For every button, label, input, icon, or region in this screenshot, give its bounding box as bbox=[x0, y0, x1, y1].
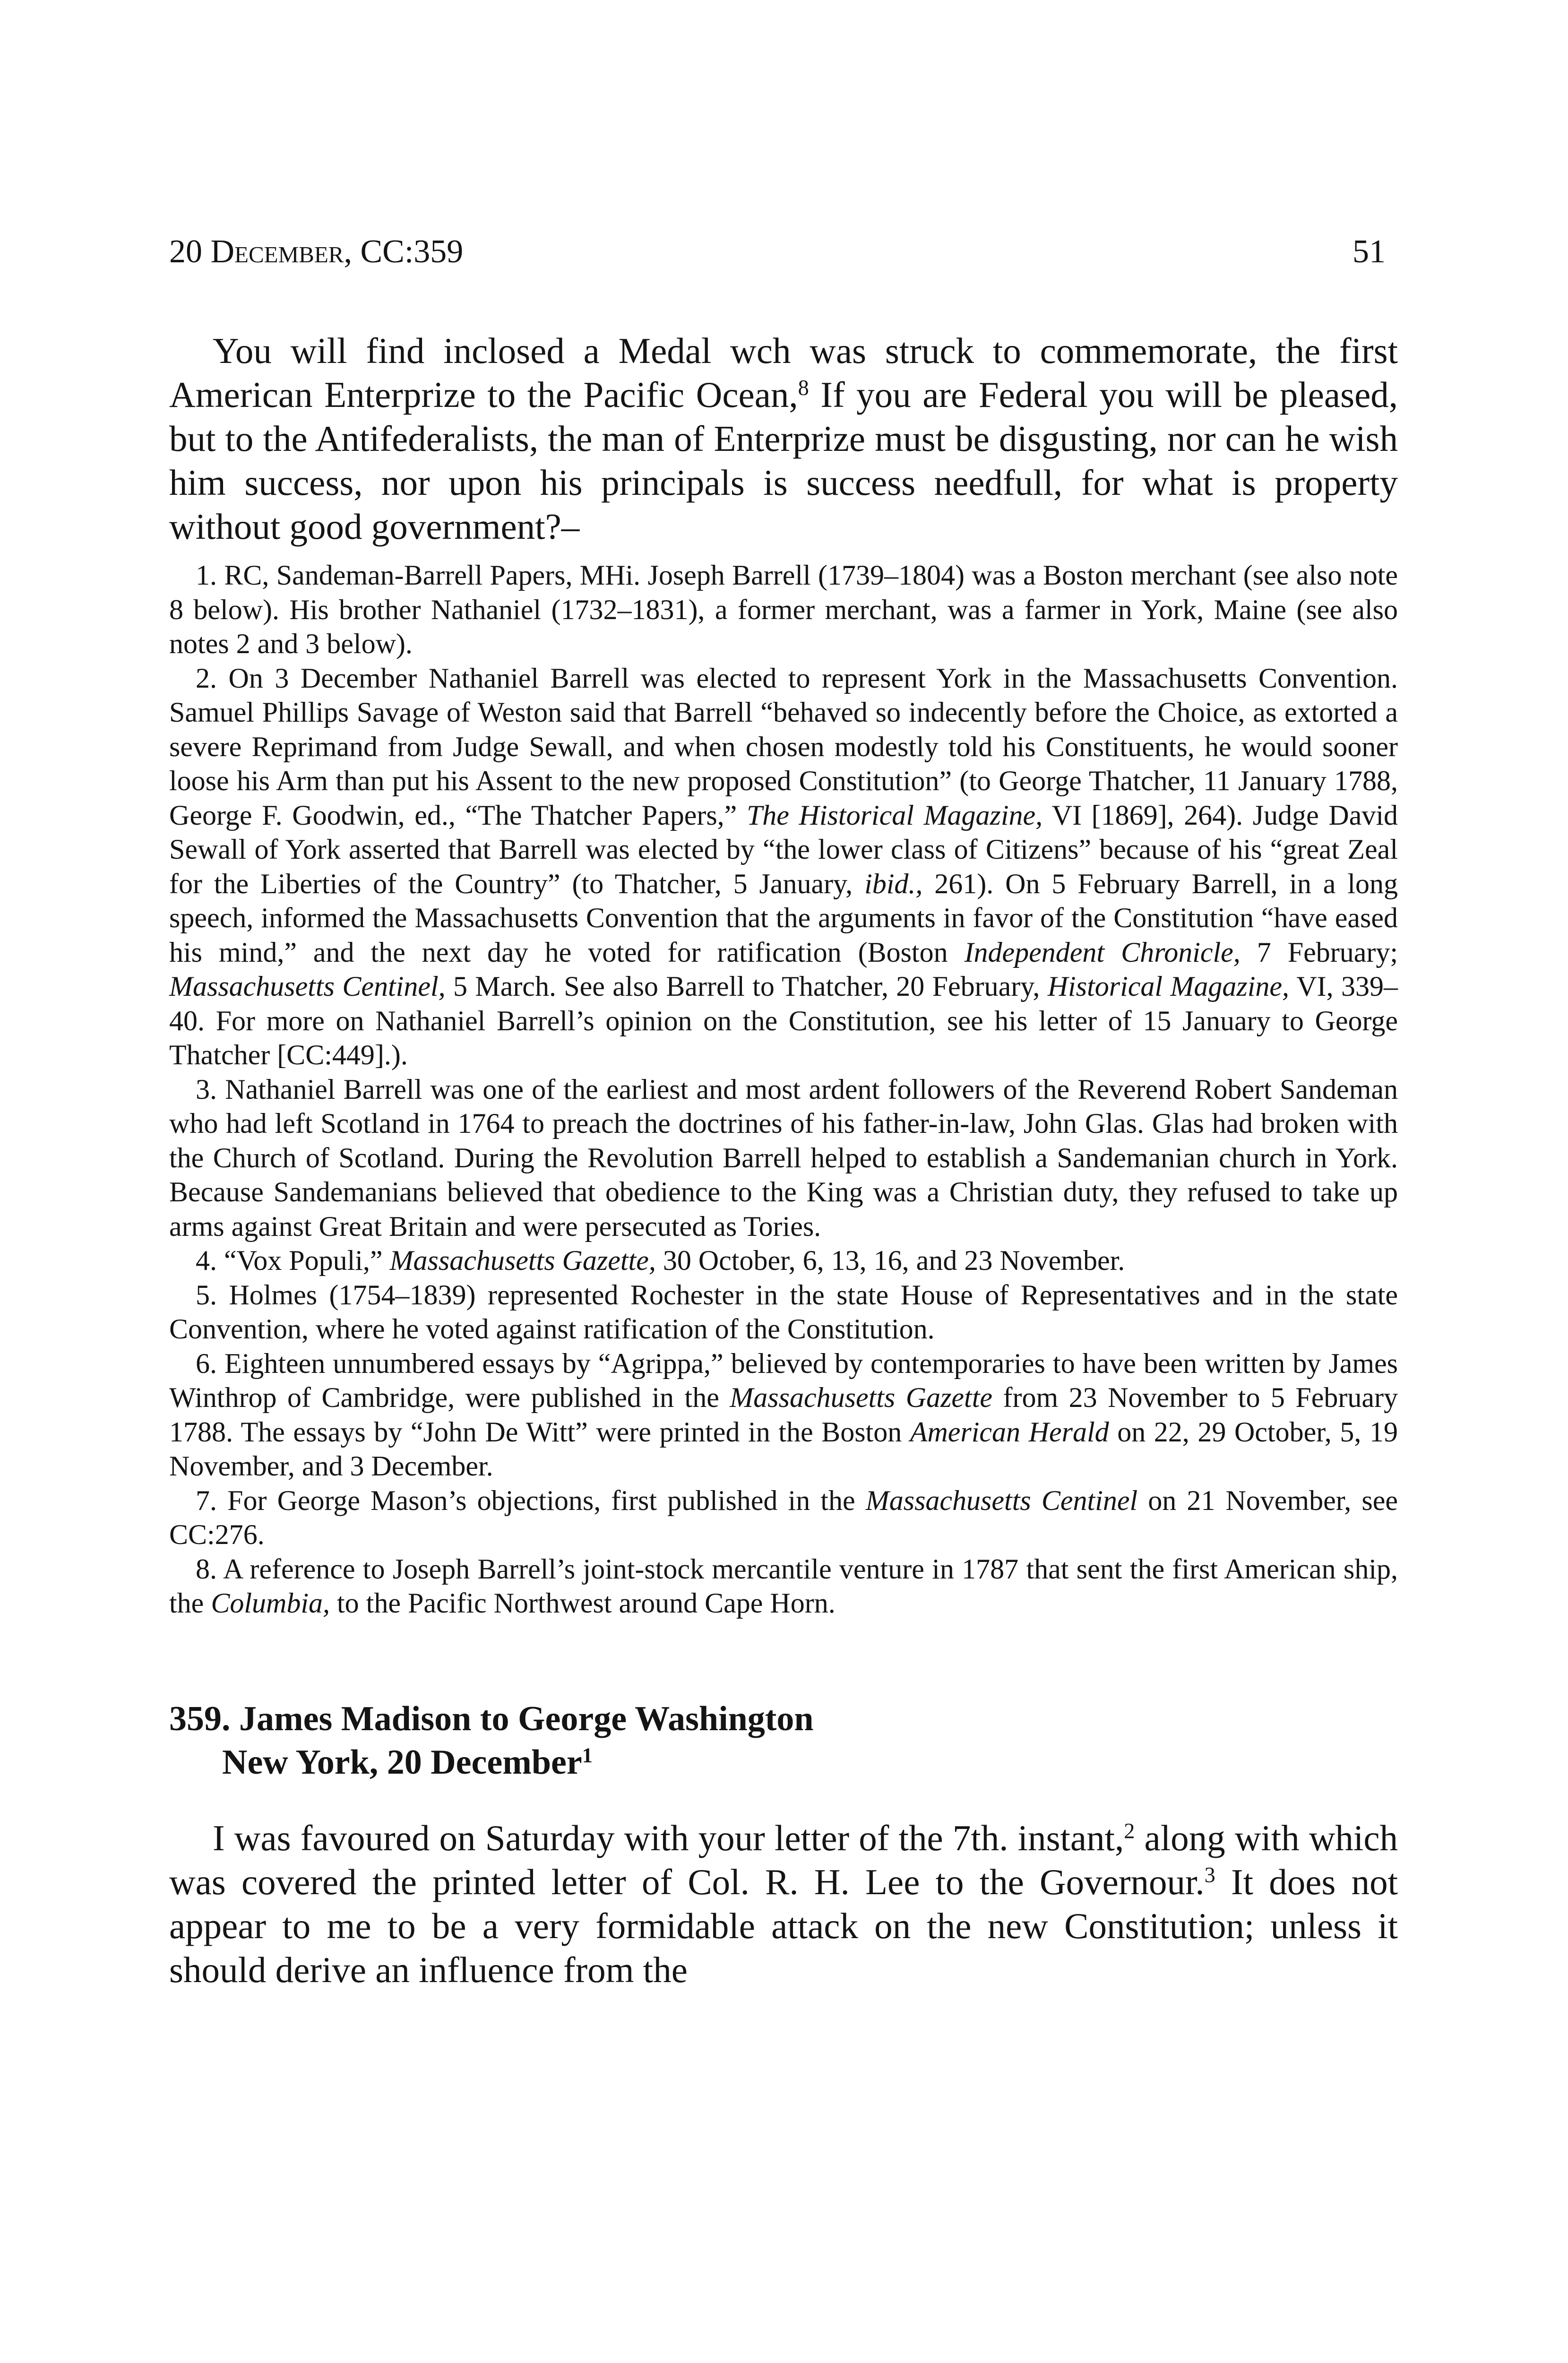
note-2-text: VI, 339–40. For more on Nathaniel Barrell’s opinion on the Constitution, see his letter of 15 January to George Thatcher [CC:449].). bbox=[169, 971, 1398, 1070]
note-2-text: 5 March. See also Barrell to Thatcher, 20 February, bbox=[445, 971, 1048, 1002]
running-head bbox=[169, 231, 1398, 273]
letter-paragraph bbox=[169, 1816, 1398, 1992]
note-7 bbox=[169, 1483, 1398, 1552]
note-6-text: on 22, 29 October, 5, 19 November, and 3 December. bbox=[169, 1416, 1398, 1482]
note-2-italic: ibid., bbox=[864, 868, 923, 899]
note-4-text: 30 October, 6, 13, 16, and 23 November. bbox=[655, 1245, 1125, 1276]
note-8 bbox=[169, 1552, 1398, 1621]
notes-section bbox=[169, 558, 1398, 1621]
note-2 bbox=[169, 661, 1398, 1072]
note-4-text: 4. “Vox Populi,” bbox=[196, 1245, 390, 1276]
document-page bbox=[169, 231, 1398, 1992]
note-3: 3. Nathaniel Barrell was one of the earliest and most ardent followers of the Reverend Robert Sandeman who had left Scotland in 1764 to preach the doctrines of his father-in-law, John Glas. Glas had broken with the Church of Scotland. During the Revolution Barrell helped to establish a Sandemanian church in York. Because Sandemanians believed that obedience to the King was a Christian duty, they refused to take up arms against Great Britain and were persecuted as Tories. bbox=[169, 1073, 1398, 1242]
note-6-italic: Massachusetts Gazette bbox=[730, 1382, 993, 1413]
note-8-text: 8. A reference to Joseph Barrell’s joint-stock mercantile venture in 1787 that sent the first American ship, the bbox=[169, 1553, 1398, 1619]
letter-text: I was favoured on Saturday with your letter of the 7th. instant, bbox=[213, 1817, 1124, 1858]
note-5: 5. Holmes (1754–1839) represented Rochester in the state House of Representatives and in the state Convention, where he voted against ratification of the Constitution. bbox=[169, 1279, 1398, 1345]
note-2-italic: Massachusetts Centinel, bbox=[169, 971, 446, 1002]
note-4 bbox=[169, 1243, 1398, 1278]
running-head-title: 20 December, CC:359 bbox=[169, 233, 464, 270]
note-8-italic: Columbia, bbox=[211, 1587, 330, 1619]
page-number: 51 bbox=[1353, 233, 1386, 270]
footnote-ref: 1 bbox=[582, 1743, 593, 1767]
letter-text: It does not appear to me to be a very formidable attack on the new Constitution; unless it should derive an influence from the bbox=[169, 1861, 1398, 1990]
note-6-text: from 23 November to 5 February 1788. The essays by “John De Witt” were printed in the Boston bbox=[169, 1382, 1398, 1448]
note-6-text: 6. Eighteen unnumbered essays by “Agrippa,” believed by contemporaries to have been written by James Winthrop of Cambridge, were published in the bbox=[169, 1347, 1398, 1413]
opening-text: You will find inclosed a Medal wch was struck to commemorate, the first American Enterprize to the Pacific Ocean, bbox=[169, 330, 1398, 415]
note-7-text: on 21 November, see CC:276. bbox=[169, 1484, 1398, 1550]
note-2-text: 2. On 3 December Nathaniel Barrell was elected to represent York in the Massachusetts Convention. Samuel Phillips Savage of Weston said that Barrell “behaved so indecently before the Choice, as extorted a severe Reprimand from Judge Sewall, and when chosen modestly told his Constituents, he would sooner loose his Arm than put his Assent to the new proposed Constitution” (to George Thatcher, 11 January 1788, George F. Goodwin, ed., “The Thatcher Papers,” bbox=[169, 662, 1398, 831]
section-place-date: New York, 20 December bbox=[222, 1742, 582, 1782]
note-1: 1. RC, Sandeman-Barrell Papers, MHi. Joseph Barrell (1739–1804) was a Boston merchant (see also note 8 below). His brother Nathaniel (1732–1831), a former merchant, was a farmer in York, Maine (see also notes 2 and 3 below). bbox=[169, 560, 1398, 659]
note-4-italic: Massachusetts Gazette, bbox=[389, 1245, 656, 1276]
footnote-ref: 3 bbox=[1204, 1863, 1215, 1887]
note-6 bbox=[169, 1346, 1398, 1483]
note-7-italic: Massachusetts Centinel bbox=[865, 1484, 1138, 1516]
section-title: 359. James Madison to George Washington bbox=[169, 1699, 814, 1738]
letter-text: along with which was covered the printed letter of Col. R. H. Lee to the Governour. bbox=[169, 1817, 1398, 1902]
opening-paragraph bbox=[169, 329, 1398, 549]
note-2-text: VI [1869], 264). Judge David Sewall of York asserted that Barrell was elected by “the lower class of Citizens” because of his “great Zeal for the Liberties of the Country” (to Thatcher, 5 January, bbox=[169, 799, 1398, 899]
note-2-italic: The Historical Magazine, bbox=[746, 799, 1043, 831]
note-8-text: to the Pacific Northwest around Cape Horn. bbox=[330, 1587, 836, 1619]
opening-text-continued: If you are Federal you will be pleased, but to the Antifederalists, the man of Enterprize must be disgusting, nor can he wish him success, nor upon his principals is success needfull, for what is property without good government?– bbox=[169, 374, 1398, 547]
footnote-ref: 2 bbox=[1124, 1819, 1135, 1843]
section-place-date-line bbox=[169, 1741, 1398, 1784]
note-2-text: 261). On 5 February Barrell, in a long speech, informed the Massachusetts Convention that the arguments in favor of the Constitution “have eased his mind,” and the next day he voted for ratification (Boston bbox=[169, 868, 1398, 968]
note-2-italic: Independent Chronicle, bbox=[964, 936, 1241, 968]
note-7-text: 7. For George Mason’s objections, first published in the bbox=[196, 1484, 866, 1516]
note-2-italic: Historical Magazine, bbox=[1047, 971, 1290, 1002]
note-6-italic: American Herald bbox=[910, 1416, 1109, 1448]
footnote-ref: 8 bbox=[798, 375, 809, 400]
section-heading bbox=[169, 1697, 1398, 1784]
note-2-text: 7 February; bbox=[1240, 936, 1398, 968]
